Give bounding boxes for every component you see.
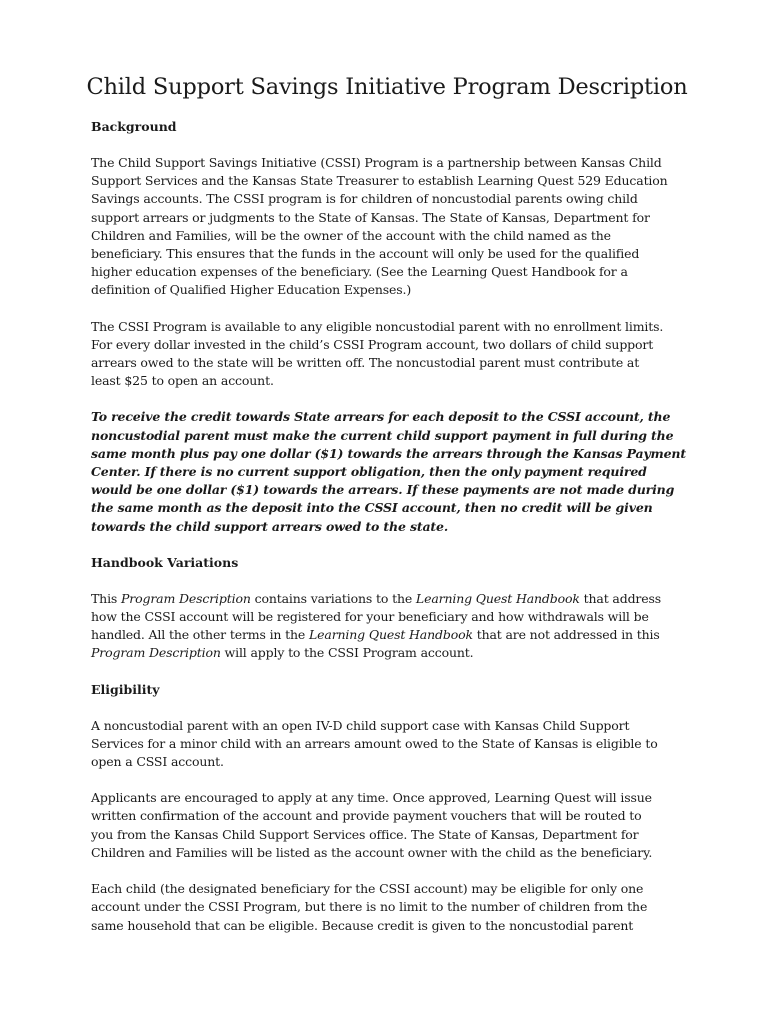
- text-line: beneficiary. This ensures that the funds in the account will only be used for the qualified: [91, 246, 640, 262]
- heading-handbook-variations: Handbook Variations: [91, 554, 239, 570]
- text-line: support arrears or judgments to the State of Kansas. The State of Kansas, Department for: [91, 209, 650, 225]
- italic-run: Program Description: [91, 645, 221, 661]
- italic-run: Program Description: [121, 590, 251, 606]
- text-line: noncustodial parent must make the current child support payment in full during the: [91, 427, 674, 443]
- text-line: For every dollar invested in the child’s CSSI Program account, two dollars of child support: [91, 336, 654, 352]
- text-line: Children and Families, will be the owner of the account with the child named as the: [91, 227, 611, 243]
- text-line: The Child Support Savings Initiative (CSSI) Program is a partnership between Kansas Child: [91, 155, 662, 170]
- text-line: towards the child support arrears owed to the state.: [91, 518, 449, 534]
- text-line: same household that can be eligible. Because credit is given to the noncustodial parent: [91, 917, 634, 933]
- text-line: [91, 644, 691, 662]
- text-line: A noncustodial parent with an open IV-D child support case with Kansas Child Support: [91, 717, 630, 733]
- page-title: Child Support Savings Initiative Program Description: [86, 74, 688, 100]
- italic-run: Learning Quest Handbook: [415, 590, 580, 606]
- text-line: least $25 to open an account.: [91, 373, 274, 389]
- text-run: that address: [579, 590, 662, 606]
- text-line: [91, 590, 691, 608]
- text-line: Services for a minor child with an arrears amount owed to the State of Kansas is eligible to: [91, 735, 658, 751]
- text-line: you from the Kansas Child Support Services office. The State of Kansas, Department for: [91, 826, 639, 842]
- text-line: the same month as the deposit into the CSSI account, then no credit will be given: [91, 500, 653, 516]
- text-line: Children and Families will be listed as the account owner with the child as the beneficiary.: [91, 844, 653, 860]
- text-line: written confirmation of the account and provide payment vouchers that will be routed to: [91, 808, 642, 824]
- text-line: The CSSI Program is available to any eligible noncustodial parent with no enrollment limits.: [91, 318, 664, 334]
- text-line: To receive the credit towards State arrears for each deposit to the CSSI account, the: [91, 409, 671, 425]
- text-line: arrears owed to the state will be written off. The noncustodial parent must contribute at: [91, 355, 640, 371]
- text-line: [91, 626, 691, 644]
- text-line: would be one dollar ($1) towards the arrears. If these payments are not made during: [91, 482, 675, 498]
- text-line: higher education expenses of the beneficiary. (See the Learning Quest Handbook for a: [91, 264, 628, 280]
- eligibility-paragraph-1: [91, 717, 691, 772]
- text-run: that are not addressed in this: [472, 627, 660, 643]
- text-run: contains variations to the: [250, 590, 416, 606]
- text-line: definition of Qualified Higher Education Expenses.): [91, 282, 412, 298]
- heading-background: Background: [91, 119, 177, 134]
- background-paragraph-2: [91, 318, 691, 391]
- text-line: same month plus pay one dollar ($1) towards the arrears through the Kansas Payment: [91, 445, 686, 461]
- text-run: handled. All the other terms in the: [91, 627, 309, 643]
- italic-run: Learning Quest Handbook: [309, 627, 473, 643]
- background-paragraph-1: [91, 154, 691, 300]
- text-line: how the CSSI account will be registered for your beneficiary and how withdrawals will be: [91, 609, 649, 625]
- document-page: [86, 74, 691, 953]
- text-line: Each child (the designated beneficiary for the CSSI account) may be eligible for only one: [91, 881, 644, 897]
- heading-eligibility: Eligibility: [91, 681, 160, 697]
- text-line: Applicants are encouraged to apply at any time. Once approved, Learning Quest will issue: [91, 790, 652, 806]
- eligibility-paragraph-3: [91, 880, 691, 935]
- arrears-credit-notice: [91, 408, 691, 535]
- text-line: account under the CSSI Program, but there is no limit to the number of children from the: [91, 899, 648, 915]
- text-line: Support Services and the Kansas State Treasurer to establish Learning Quest 529 Education: [91, 173, 668, 189]
- text-line: Savings accounts. The CSSI program is for children of noncustodial parents owing child: [91, 191, 638, 207]
- text-run: will apply to the CSSI Program account.: [220, 645, 474, 661]
- text-line: open a CSSI account.: [91, 754, 224, 770]
- handbook-paragraph: [91, 590, 691, 663]
- eligibility-paragraph-2: [91, 789, 691, 862]
- text-run: This: [91, 590, 122, 606]
- text-line: Center. If there is no current support obligation, then the only payment required: [91, 464, 647, 480]
